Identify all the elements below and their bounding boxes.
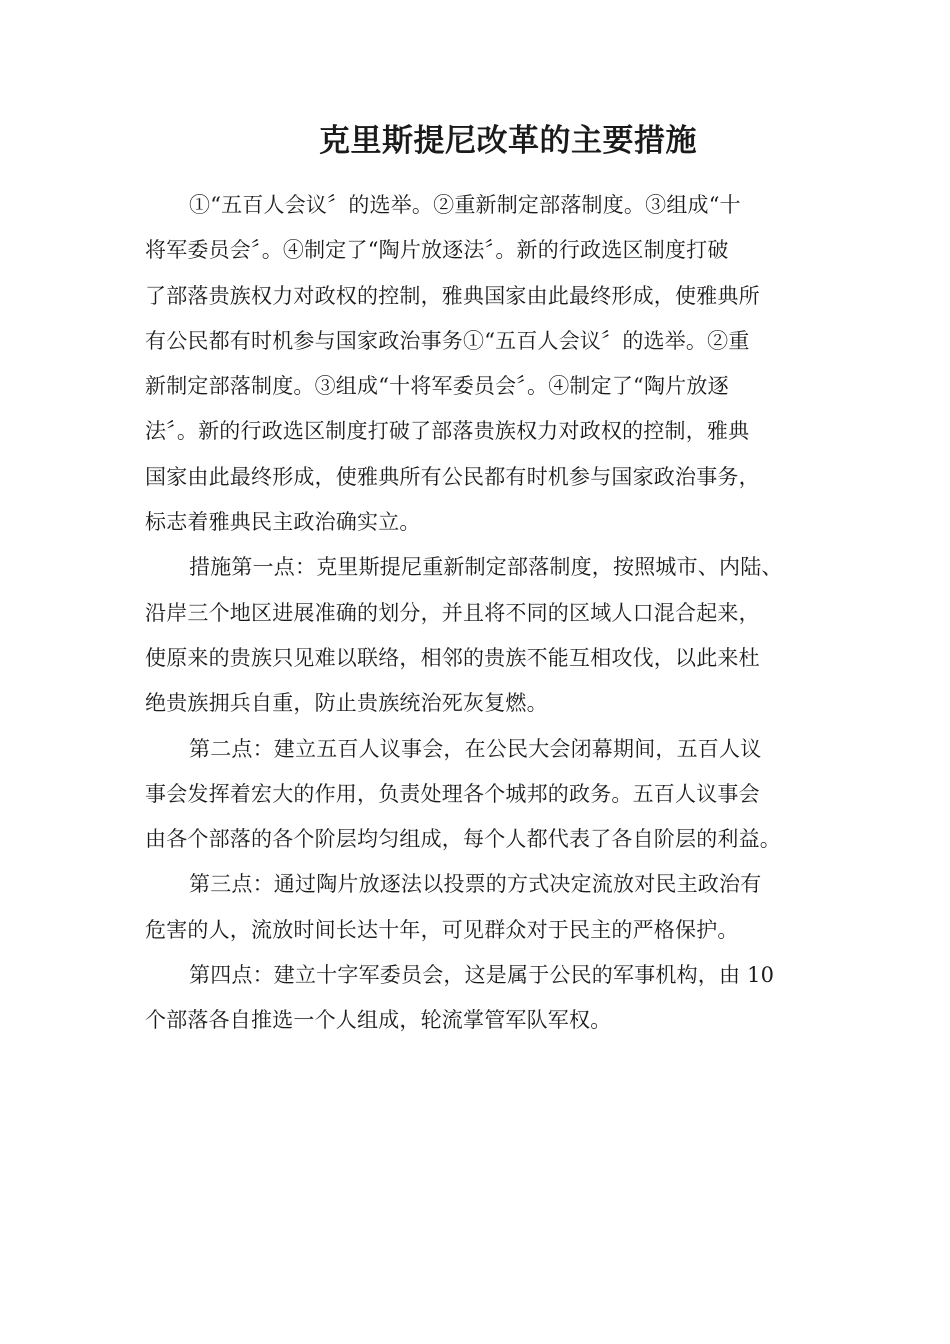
paragraph-3 bbox=[145, 727, 810, 863]
page-title: 克里斯提尼改革的主要措施 bbox=[319, 123, 697, 159]
text-line: 法〞。新的行政选区制度打破了部落贵族权力对政权的控制，雅典 bbox=[145, 419, 750, 444]
text-line: 第三点：通过陶片放逐法以投票的方式决定流放对民主政治有 bbox=[189, 872, 762, 897]
text-line: 第二点：建立五百人议事会，在公民大会闭幕期间，五百人议 bbox=[189, 736, 762, 761]
text-line: 了部落贵族权力对政权的控制，雅典国家由此最终形成，使雅典所 bbox=[145, 283, 760, 308]
text-line: 由各个部落的各个阶层均匀组成，每个人都代表了各自阶层的利益。 bbox=[145, 827, 781, 852]
text-line: 沿岸三个地区进展准确的划分，并且将不同的区域人口混合起来， bbox=[145, 600, 760, 625]
text-line: 第四点：建立十字军委员会，这是属于公民的军事机构，由 10 bbox=[189, 963, 775, 988]
paragraph-1 bbox=[145, 183, 810, 545]
text-line: 绝贵族拥兵自重，防止贵族统治死灰复燃。 bbox=[145, 691, 548, 716]
text-line: ①“五百人会议〞的选举。②重新制定部落制度。③组成“十 bbox=[189, 193, 741, 217]
text-line: 标志着雅典民主政治确实立。 bbox=[145, 510, 421, 535]
text-line: 将军委员会〞。④制定了“陶片放逐法〞。新的行政选区制度打破 bbox=[145, 238, 729, 263]
text-line: 新制定部落制度。③组成“十将军委员会〞。④制定了“陶片放逐 bbox=[145, 374, 729, 399]
text-line: 个部落各自推选一个人组成，轮流掌管军队军权。 bbox=[145, 1008, 612, 1033]
paragraph-5 bbox=[145, 953, 810, 1044]
text-line: 事会发挥着宏大的作用，负责处理各个城邦的政务。五百人议事会 bbox=[145, 781, 760, 806]
text-line: 国家由此最终形成，使雅典所有公民都有时机参与国家政治事务， bbox=[145, 464, 760, 489]
text-line: 危害的人，流放时间长达十年，可见群众对于民主的严格保护。 bbox=[145, 917, 739, 942]
text-line: 有公民都有时机参与国家政治事务①“五百人会议〞的选举。②重 bbox=[145, 328, 750, 353]
text-line: 措施第一点：克里斯提尼重新制定部落制度，按照城市、内陆、 bbox=[189, 555, 783, 580]
paragraph-4 bbox=[145, 862, 810, 953]
text-line: 使原来的贵族只见难以联络，相邻的贵族不能互相攻伐，以此来杜 bbox=[145, 645, 760, 670]
paragraph-2 bbox=[145, 545, 810, 726]
document-body bbox=[145, 183, 810, 1044]
